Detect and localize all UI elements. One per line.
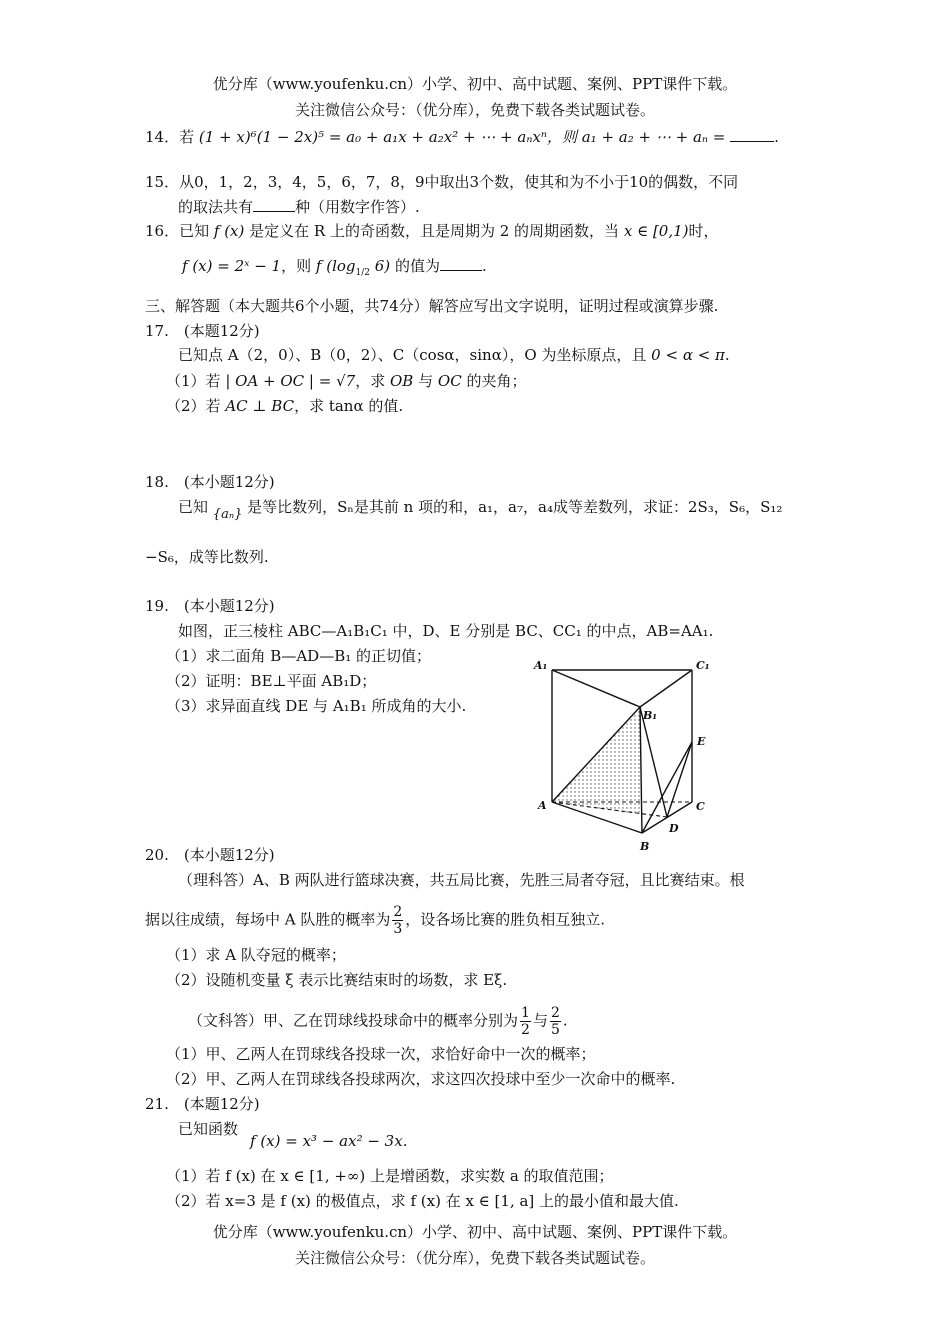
- q20-wen-f2-den: 5: [550, 1022, 560, 1038]
- q17-p1-g: 的夹角；: [466, 372, 527, 390]
- q17-p2-perp: AC ⊥ BC: [225, 397, 295, 415]
- q16-text-c: 是定义在 R 上的奇函数，且是周期为 2 的周期函数，当: [249, 222, 620, 240]
- q16-fx: f (x): [213, 222, 245, 240]
- q16-line-2: [182, 256, 487, 283]
- section-3-heading: 三、解答题（本大题共6个小题，共74分）解答应写出文字说明，证明过程或演算步骤.: [145, 297, 719, 315]
- label-a: A: [538, 799, 547, 812]
- q19-part-3: （3）求异面直线 DE 与 A₁B₁ 所成角的大小.: [166, 697, 467, 715]
- q17-part-1: [166, 371, 526, 391]
- q16-line-1: [145, 221, 719, 241]
- q16-interval: x ∈ [0,1): [623, 222, 689, 240]
- label-e: E: [697, 735, 706, 748]
- q15-line-1: 15．从0，1，2，3，4，5，6，7，8，9中取出3个数，使其和为不小于10的偶数，不同: [145, 173, 739, 191]
- q14-formula: (1 + x)⁶(1 − 2x)⁵ = a₀ + a₁x + a₂x² + ⋯ + aₙxⁿ，则 a₁ + a₂ + ⋯ + aₙ =: [198, 128, 726, 146]
- edge-b1-c1: [640, 670, 692, 707]
- q15-text-b: 种（用数字作答）.: [295, 198, 420, 216]
- q21-title: 21. (本题12分): [145, 1095, 260, 1113]
- q20-wen-part-2: （2）甲、乙两人在罚球线各投球两次，求这四次投球中至少一次命中的概率.: [166, 1070, 676, 1088]
- label-b1: B₁: [643, 709, 658, 722]
- q20-li-frac-num: 2: [393, 904, 403, 920]
- edge-b-c: [642, 802, 692, 833]
- q17-given-end: .: [724, 346, 730, 364]
- q20-wen-text-a: （文科答）甲、乙在罚球线投球命中的概率分别为: [188, 1011, 519, 1030]
- q17-p1-e: 与: [418, 372, 434, 390]
- shaded-face: [552, 707, 642, 815]
- q20-li-part-2: （2）设随机变量 ξ 表示比赛结束时的场数，求 Eξ.: [166, 971, 508, 989]
- q17-part-2: [166, 396, 403, 416]
- label-d: D: [669, 822, 679, 835]
- prism-figure: [530, 655, 730, 853]
- label-a1: A₁: [534, 659, 548, 672]
- q20-li-line-1: （理科答）A、B 两队进行篮球决赛，共五局比赛，先胜三局者夺冠，且比赛结束。根: [178, 871, 745, 889]
- q19-part-1: （1）求二面角 B—AD—B₁ 的正切值；: [166, 647, 431, 665]
- q20-li-frac-den: 3: [393, 921, 403, 937]
- q20-wen-f2-num: 2: [550, 1005, 560, 1021]
- q21-part-1: （1）若 f (x) 在 x ∈ [1, +∞) 上是增函数，求实数 a 的取值范围；: [166, 1167, 614, 1185]
- footer-line-1: 优分库（www.youfenku.cn）小学、初中、高中试题、案例、PPT课件下载。: [212, 1223, 738, 1241]
- q16-text-a: 16．已知: [145, 222, 210, 240]
- q16-log-base: 1/2: [355, 268, 370, 278]
- q14-answer-blank: [730, 127, 774, 142]
- q18-line-1: [178, 497, 782, 525]
- label-c: C: [696, 800, 705, 813]
- q20-title: 20. (本小题12分): [145, 846, 275, 864]
- q20-wen-fraction-1: [520, 1005, 531, 1038]
- q16-log: f (log: [315, 257, 356, 275]
- q16-period: .: [481, 257, 487, 275]
- q14-number: 14．若: [145, 128, 195, 146]
- q16-log-arg: 6): [370, 257, 391, 275]
- q17-condition: 0 < α < π: [651, 346, 725, 364]
- q20-wen-text-b: 与: [532, 1011, 548, 1030]
- q19-intro: 如图，正三棱柱 ABC—A₁B₁C₁ 中，D、E 分别是 BC、CC₁ 的中点，AB=AA₁.: [178, 622, 714, 640]
- q16-text-e: 时，: [688, 222, 719, 240]
- q17-given: [178, 345, 730, 365]
- q18-title: 18. (本小题12分): [145, 473, 275, 491]
- q17-p2-c: ，求 tanα 的值.: [294, 397, 404, 415]
- q18-sequence: {aₙ}: [212, 507, 243, 522]
- q15-line-2: [178, 197, 420, 217]
- q15-answer-blank: [253, 197, 295, 212]
- edge-b1-d: [640, 707, 667, 817]
- q20-li-line-2: [145, 904, 605, 937]
- header-line-1: 优分库（www.youfenku.cn）小学、初中、高中试题、案例、PPT课件下载。: [212, 75, 738, 93]
- q18-text-c: 是等比数列，Sₙ是其前 n 项的和，a₁，a₇，a₄成等差数列，求证：2S₃，S₆，S₁₂: [247, 498, 783, 516]
- edge-b-e: [642, 742, 692, 833]
- q20-li-text-b: ，设各场比赛的胜负相互独立.: [405, 910, 606, 929]
- q20-wen-text-c: .: [562, 1011, 568, 1030]
- q19-part-2: （2）证明：BE⊥平面 AB₁D；: [166, 672, 377, 690]
- label-b: B: [640, 840, 650, 853]
- edge-a1-b1: [552, 670, 640, 707]
- q20-li-text-a: 据以往成绩，每场中 A 队胜的概率为: [145, 910, 391, 929]
- header-line-2: 关注微信公众号：（优分库），免费下载各类试题试卷。: [294, 101, 655, 119]
- q20-wen-f1-den: 2: [521, 1022, 530, 1038]
- q17-p2-a: （2）若: [166, 397, 221, 415]
- question-14: 14．若 (1 + x)⁶(1 − 2x)⁵ = a₀ + a₁x + a₂x² + ⋯ + aₙxⁿ，则 a₁ + a₂ + ⋯ + aₙ = .: [145, 128, 779, 146]
- q17-title: 17. (本题12分): [145, 322, 260, 340]
- q16-text-then: ，则: [281, 257, 312, 275]
- footer-line-2: 关注微信公众号：（优分库），免费下载各类试题试卷。: [294, 1249, 655, 1267]
- q20-wen-fraction-2: [550, 1005, 561, 1038]
- q20-li-fraction: [392, 904, 403, 937]
- q18-text-a: 已知: [178, 498, 209, 516]
- q21-part-2: （2）若 x=3 是 f (x) 的极值点，求 f (x) 在 x ∈ [1, a] 上的最小值和最大值.: [166, 1192, 679, 1210]
- q17-p1-vector-condition: | OA + OC | = √7: [225, 372, 356, 390]
- q20-li-part-1: （1）求 A 队夺冠的概率；: [166, 946, 346, 964]
- q17-vector-oc: OC: [437, 372, 462, 390]
- q17-p1-c: ，求: [355, 372, 386, 390]
- q20-wen-line: [188, 1005, 568, 1038]
- q17-p1-a: （1）若: [166, 372, 221, 390]
- q21-function: f (x) = x³ − ax² − 3x.: [250, 1132, 408, 1150]
- q18-line-2: −S₆，成等比数列.: [145, 548, 269, 566]
- q17-given-text: 已知点 A（2，0）、B（0，2）、C（cosα，sinα），O 为坐标原点，且: [178, 346, 647, 364]
- label-c1: C₁: [696, 659, 710, 672]
- q17-vector-ob: OB: [389, 372, 414, 390]
- q19-title: 19. (本小题12分): [145, 597, 275, 615]
- q16-text-value: 的值为: [394, 257, 440, 275]
- q16-fx-def: f (x) = 2ˣ − 1: [182, 257, 282, 275]
- q20-wen-part-1: （1）甲、乙两人在罚球线各投球一次，求恰好命中一次的概率；: [166, 1045, 596, 1063]
- q21-given-label: 已知函数: [178, 1120, 239, 1138]
- q16-answer-blank: [440, 256, 482, 271]
- q15-text-a: 的取法共有: [178, 198, 254, 216]
- q20-wen-f1-num: 1: [521, 1005, 530, 1021]
